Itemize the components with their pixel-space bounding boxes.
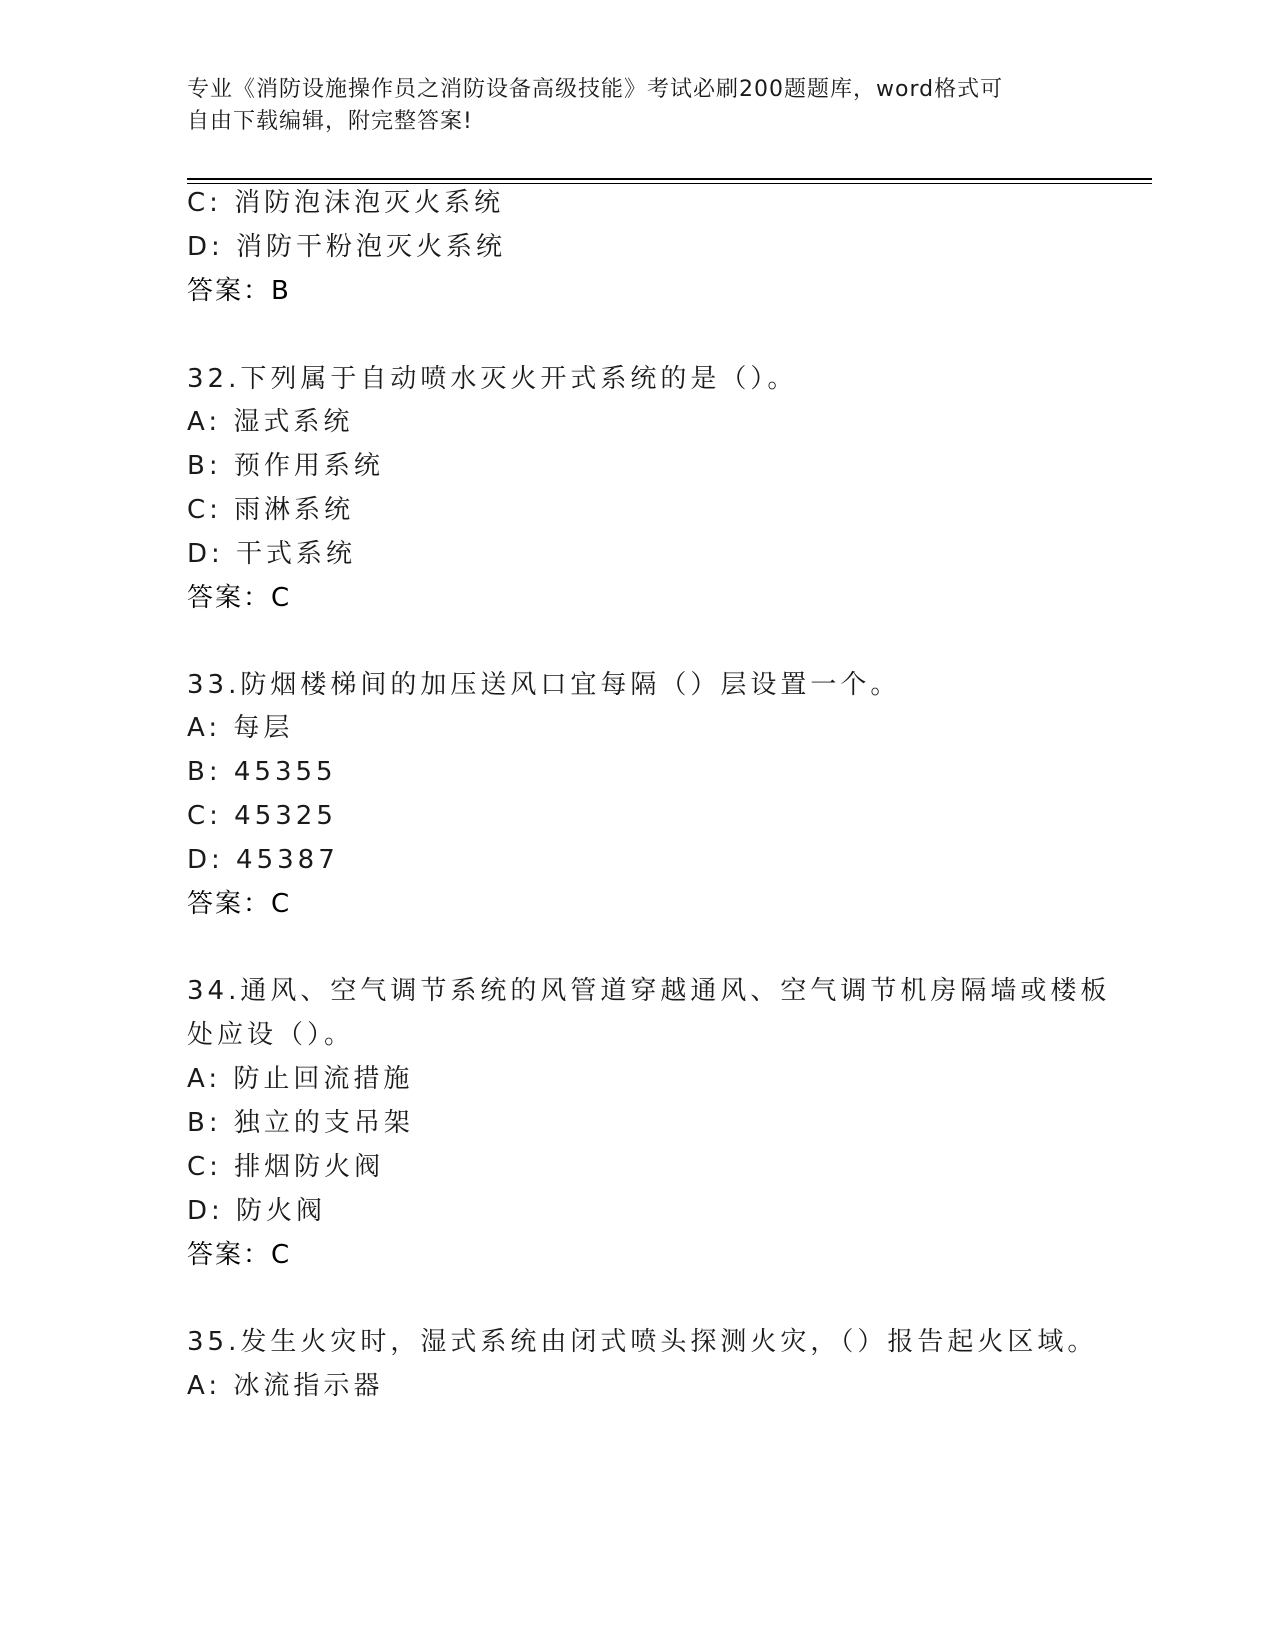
- header-divider-thick: [187, 178, 1152, 180]
- question-35-option-a: A: 冰流指示器: [187, 1371, 384, 1401]
- question-34-option-a: A: 防止回流措施: [187, 1064, 414, 1094]
- question-33-answer: 答案：C: [187, 889, 292, 919]
- question-32-option-b: B: 预作用系统: [187, 451, 384, 481]
- question-34-answer: 答案：C: [187, 1240, 292, 1270]
- question-35: 35.发生火灾时，湿式系统由闭式喷头探测火灾，（）报告起火区域。: [187, 1327, 1098, 1357]
- question-33-option-d: D: 45387: [187, 845, 339, 875]
- question-32-answer: 答案：C: [187, 583, 292, 613]
- question-33: 33.防烟楼梯间的加压送风口宜每隔（）层设置一个。: [187, 670, 901, 700]
- question-32-option-d: D: 干式系统: [187, 539, 357, 569]
- question-34-line-1: 34.通风、空气调节系统的风管道穿越通风、空气调节机房隔墙或楼板: [187, 976, 1111, 1006]
- question-34-line-2: 处应设（）。: [187, 1020, 355, 1050]
- document-header: [187, 74, 1087, 138]
- option-c: C: 消防泡沫泡灭火系统: [187, 188, 505, 218]
- question-33-option-a: A: 每层: [187, 713, 294, 743]
- question-34-option-b: B: 独立的支吊架: [187, 1108, 414, 1138]
- answer-line: 答案：B: [187, 276, 291, 306]
- question-33-option-b: B: 45355: [187, 757, 337, 787]
- question-32-option-a: A: 湿式系统: [187, 407, 354, 437]
- question-34-option-c: C: 排烟防火阀: [187, 1152, 385, 1182]
- option-d: D: 消防干粉泡灭火系统: [187, 232, 507, 262]
- header-divider-thin: [187, 183, 1152, 184]
- question-34-option-d: D: 防火阀: [187, 1196, 327, 1226]
- question-32: 32.下列属于自动喷水灭火开式系统的是（）。: [187, 364, 798, 394]
- header-line-2: 自由下载编辑，附完整答案!: [187, 109, 473, 134]
- question-32-option-c: C: 雨淋系统: [187, 495, 355, 525]
- header-line-1: 专业《消防设施操作员之消防设备高级技能》考试必刷200题题库，word格式可: [187, 77, 1004, 102]
- question-33-option-c: C: 45325: [187, 801, 337, 831]
